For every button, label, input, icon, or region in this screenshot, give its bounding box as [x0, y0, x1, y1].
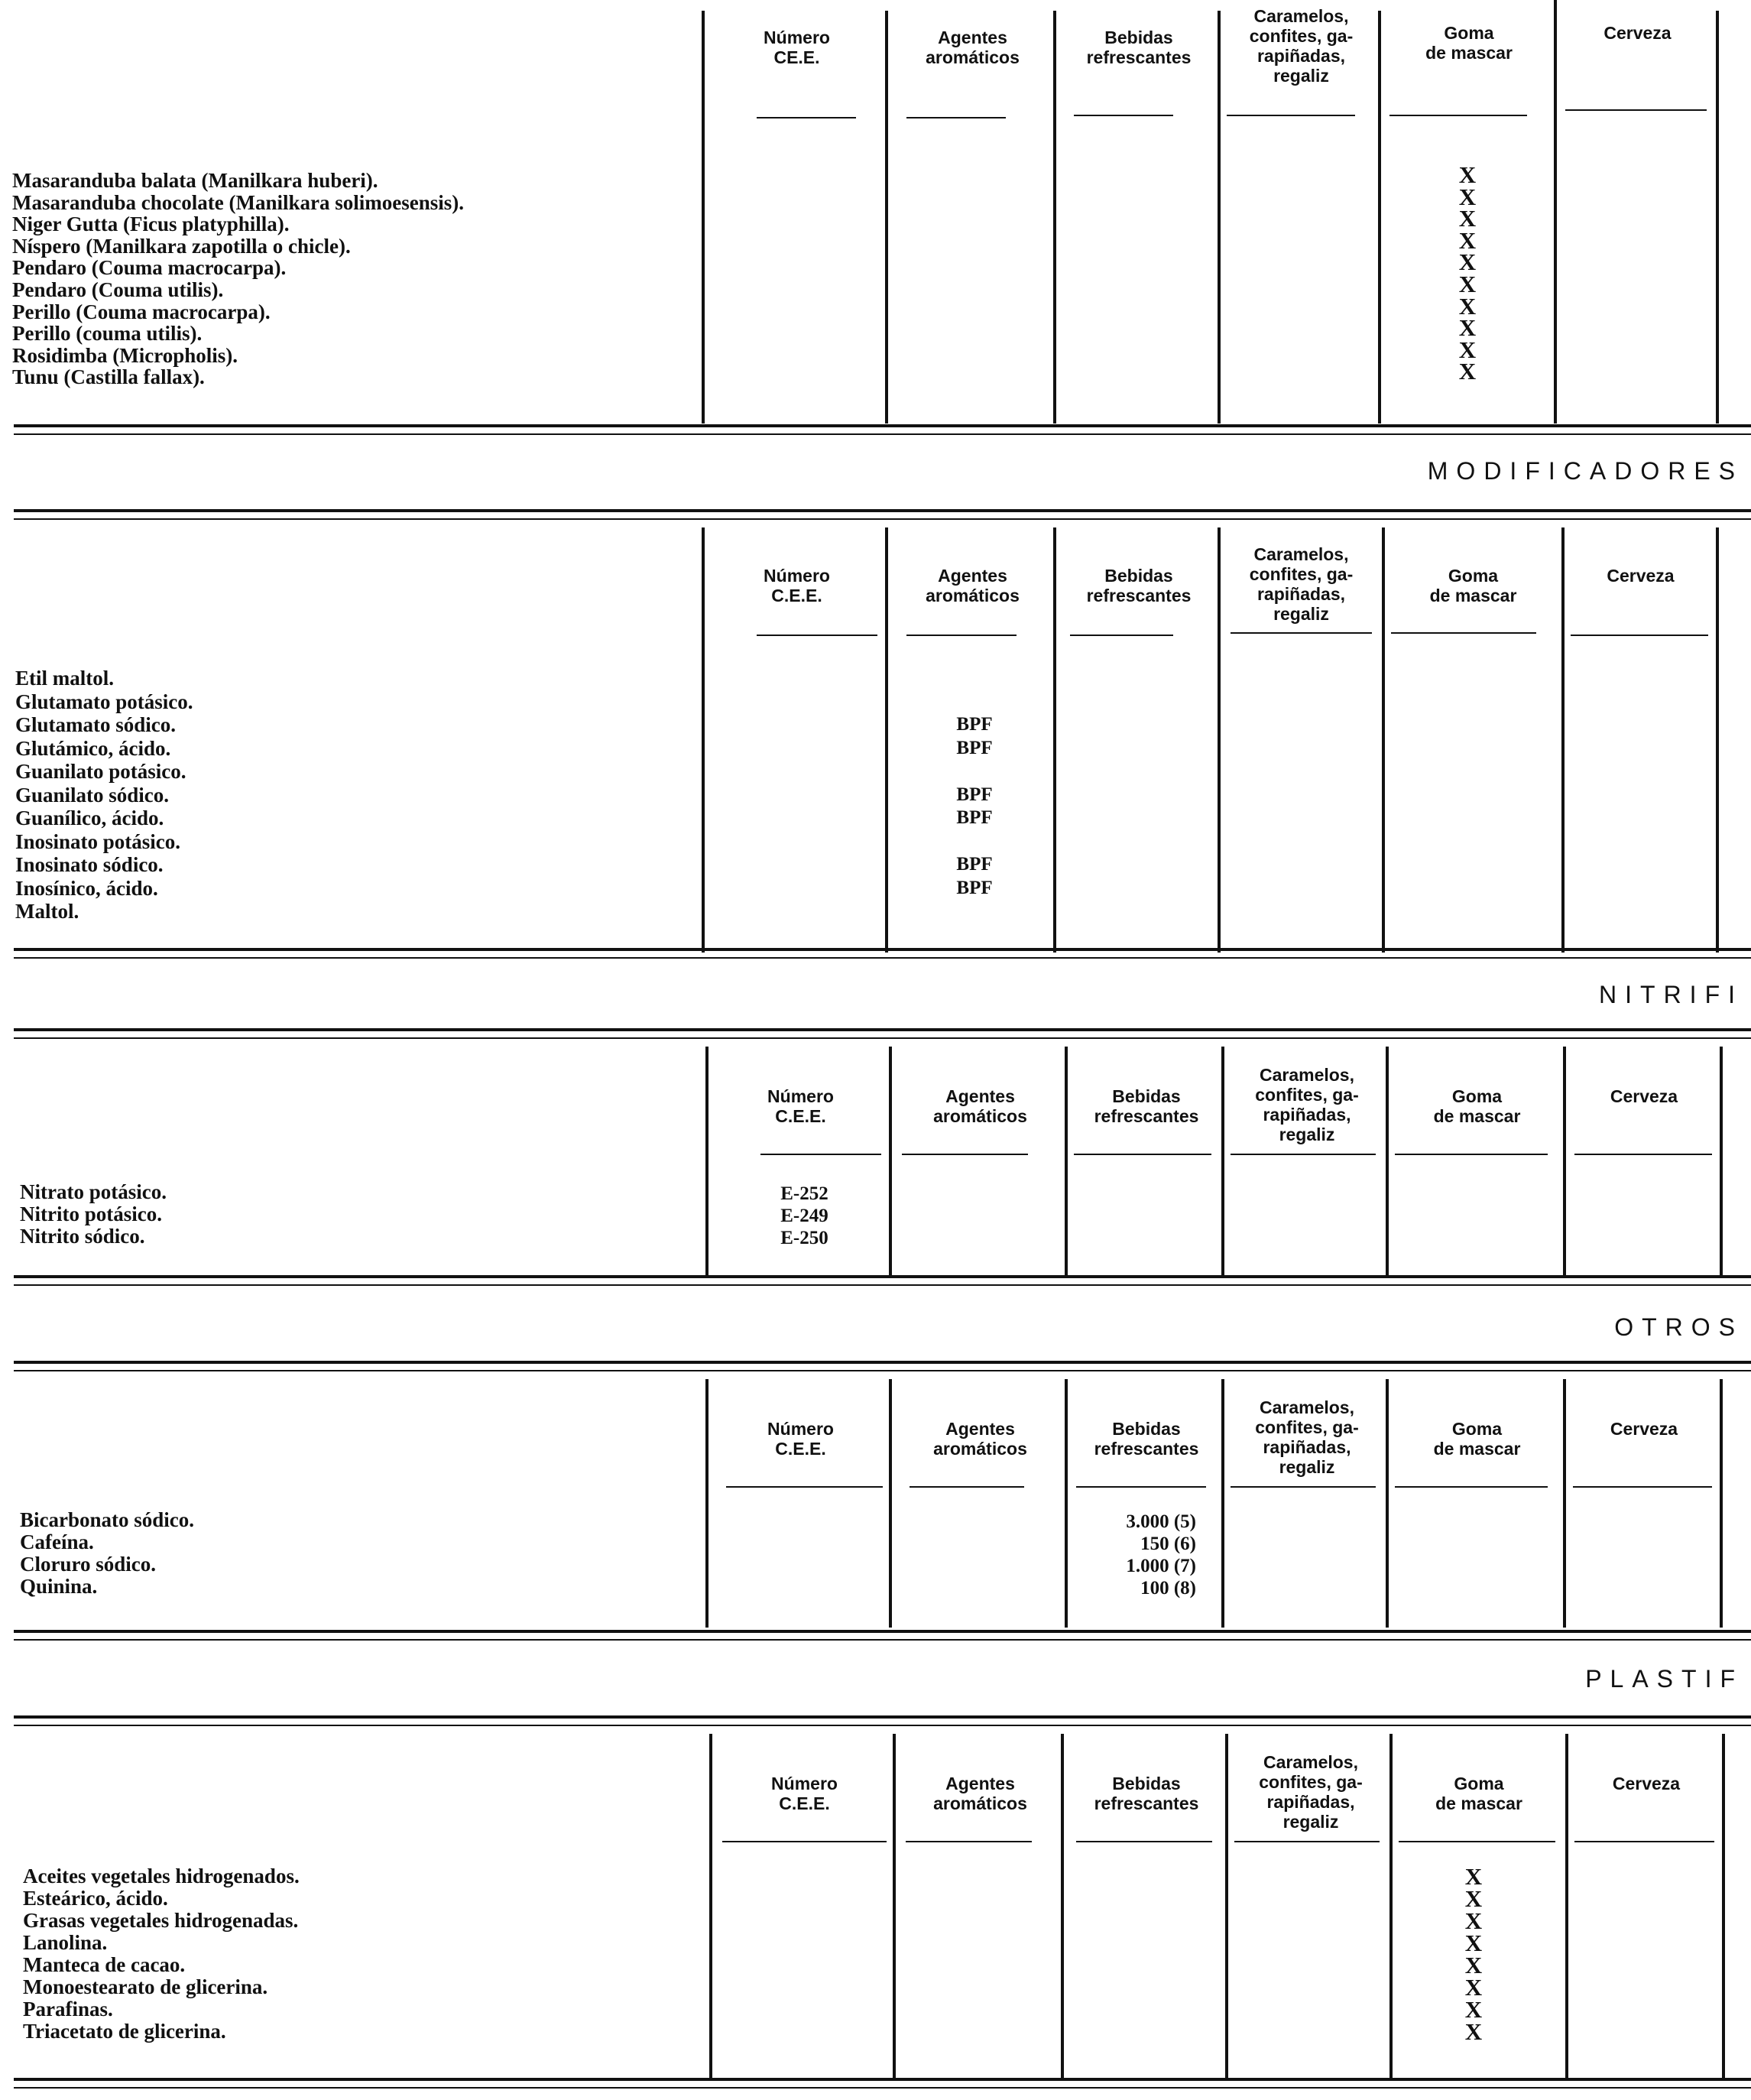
table-section-gomas-base: [0, 0, 1751, 428]
header-goma-de-mascar: Goma de mascar: [1425, 23, 1513, 63]
header-caramelos: Caramelos, confites, ga- rapiñadas, regaliz: [1249, 6, 1354, 86]
table-section-nitrificantes: [0, 1039, 1751, 1276]
header-goma-de-mascar: Goma de mascar: [1435, 1774, 1522, 1813]
header-goma-de-mascar: Goma de mascar: [1433, 1419, 1521, 1459]
section-title-nitrifi: NITRIFI: [1599, 981, 1743, 1008]
header-agentes-aromaticos: Agentes aromáticos: [933, 1086, 1027, 1126]
section-title-otros: OTROS: [1614, 1313, 1743, 1341]
bebidas-values: 3.000 (5) 150 (6) 1.000 (7) 100 (8): [1126, 1511, 1196, 1599]
header-numero-cee: Número C.E.E.: [771, 1774, 838, 1813]
header-bebidas-refrescantes: Bebidas refrescantes: [1094, 1086, 1199, 1126]
substance-list: Bicarbonato sódico. Cafeína. Cloruro sódico. Quinina.: [20, 1508, 195, 1598]
header-cerveza: Cerveza: [1612, 1774, 1681, 1793]
numero-values: E-252 E-249 E-250: [780, 1183, 828, 1248]
header-caramelos: Caramelos, confites, ga- rapiñadas, regaliz: [1249, 544, 1354, 624]
table-section-modificadores: [0, 520, 1751, 948]
header-agentes-aromaticos: Agentes aromáticos: [933, 1419, 1027, 1459]
substance-list: Aceites vegetales hidrogenados. Esteárico, ácido. Grasas vegetales hidrogenadas. Lanolina. Manteca de cacao. Monoestearato de glicerina. Parafinas. Triacetato de glicerina.: [23, 1865, 300, 2043]
goma-marks: X X X X X X X X: [1464, 1863, 1483, 2045]
header-numero-cee: Número C.E.E.: [767, 1086, 834, 1126]
header-cerveza: Cerveza: [1610, 1086, 1678, 1106]
agentes-values: BPF BPF BPF BPF BPF BPF: [956, 714, 993, 898]
goma-marks: X X X X X X X X X X: [1458, 161, 1477, 385]
header-agentes-aromaticos: Agentes aromáticos: [926, 28, 1020, 67]
header-caramelos: Caramelos, confites, ga- rapiñadas, regaliz: [1255, 1397, 1359, 1477]
header-caramelos: Caramelos, confites, ga- rapiñadas, regaliz: [1255, 1065, 1359, 1144]
header-cerveza: Cerveza: [1603, 23, 1672, 43]
substance-list: Etil maltol. Glutamato potásico. Glutamato sódico. Glutámico, ácido. Guanilato potásico. Guanilato sódico. Guanílico, ácido. Inosinato potásico. Inosinato sódico. Inosínico, ácido. Maltol.: [15, 667, 193, 923]
header-agentes-aromaticos: Agentes aromáticos: [926, 566, 1020, 605]
section-title-plastif: PLASTIF: [1585, 1665, 1743, 1693]
table-section-otros: [0, 1371, 1751, 1631]
substance-list: Masaranduba balata (Manilkara huberi). Masaranduba chocolate (Manilkara solimoesensis). Niger Gutta (Ficus platyphilla). Níspero (Manilkara zapotilla o chicle). Pendaro (Couma macrocarpa). Pendaro (Couma utilis). Perillo (Couma macrocarpa). Perillo (couma utilis). Rosidimba (Micropholis). Tunu (Castilla fallax).: [12, 169, 464, 389]
substance-list: Nitrato potásico. Nitrito potásico. Nitrito sódico.: [20, 1180, 167, 1248]
header-bebidas-refrescantes: Bebidas refrescantes: [1086, 28, 1192, 67]
header-cerveza: Cerveza: [1610, 1419, 1678, 1439]
header-numero-cee: Número C.E.E.: [764, 566, 830, 605]
header-agentes-aromaticos: Agentes aromáticos: [933, 1774, 1027, 1813]
header-goma-de-mascar: Goma de mascar: [1429, 566, 1517, 605]
table-section-plastificantes: [0, 1726, 1751, 2085]
header-caramelos: Caramelos, confites, ga- rapiñadas, regaliz: [1259, 1752, 1363, 1832]
header-bebidas-refrescantes: Bebidas refrescantes: [1094, 1419, 1199, 1459]
section-title-modificadores: MODIFICADORES: [1427, 457, 1743, 485]
header-goma-de-mascar: Goma de mascar: [1433, 1086, 1521, 1126]
header-bebidas-refrescantes: Bebidas refrescantes: [1086, 566, 1192, 605]
header-numero-cee: Número CE.E.: [764, 28, 830, 67]
header-bebidas-refrescantes: Bebidas refrescantes: [1094, 1774, 1199, 1813]
header-numero-cee: Número C.E.E.: [767, 1419, 834, 1459]
header-cerveza: Cerveza: [1607, 566, 1675, 586]
